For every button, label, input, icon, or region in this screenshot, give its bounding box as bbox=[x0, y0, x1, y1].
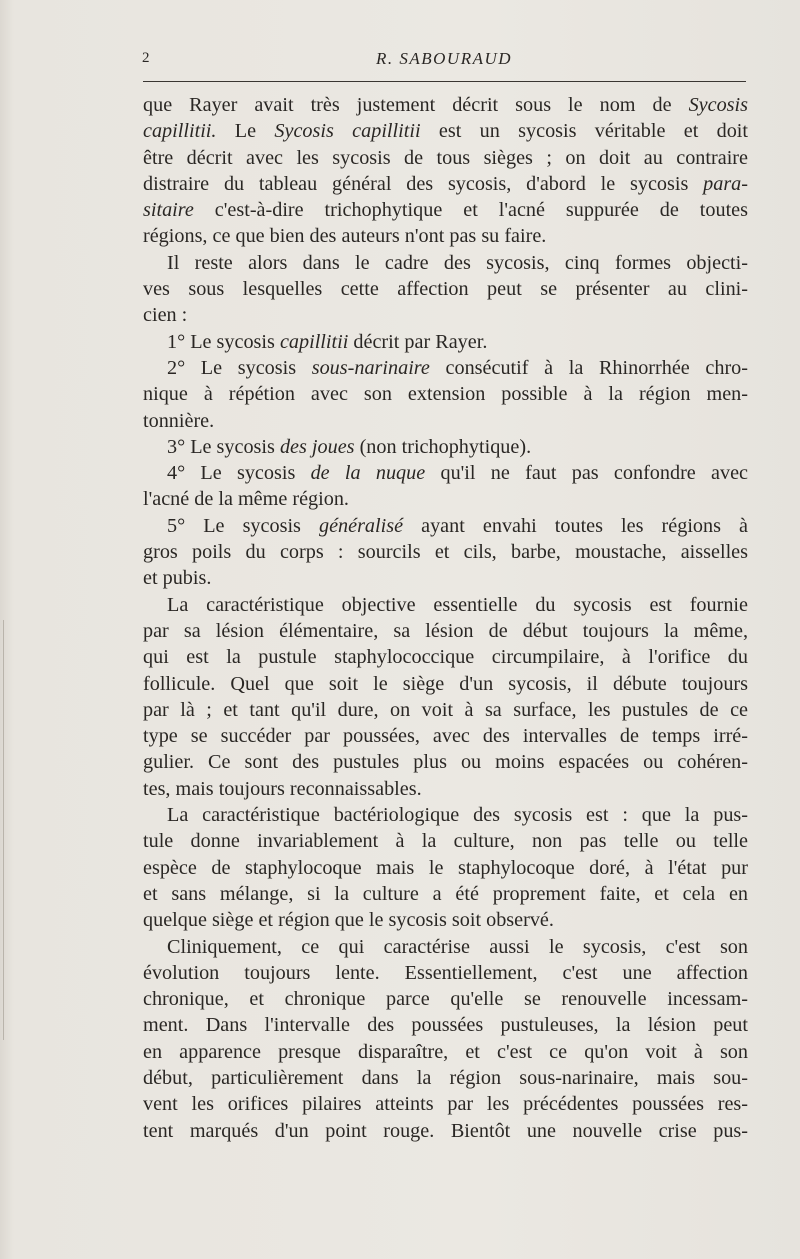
header-rule bbox=[143, 81, 746, 82]
text-line: 2° Le sycosis sous-narinaire consécutif à la Rhinorrhée chro- bbox=[167, 356, 749, 379]
text-line: gros poils du corps : sourcils et cils, barbe, moustache, aisselles bbox=[143, 541, 748, 564]
text-line: 3° Le sycosis des joues (non trichophytique). bbox=[167, 435, 532, 458]
paragraph bbox=[143, 934, 748, 1144]
text-line: follicule. Quel que soit le siège d'un sycosis, il débute toujours bbox=[143, 672, 748, 695]
text-line: et pubis. bbox=[143, 567, 212, 590]
text-line: nique à répétion avec son extension possible à la région men- bbox=[143, 383, 748, 406]
text-line: espèce de staphylocoque mais le staphylocoque doré, à l'état pur bbox=[143, 856, 748, 879]
list-item bbox=[143, 434, 748, 460]
page-number: 2 bbox=[142, 50, 151, 66]
text-line: chronique, et chronique parce qu'elle se renouvelle incessam- bbox=[143, 988, 748, 1011]
text-line: ves sous lesquelles cette affection peut se présenter au clini- bbox=[143, 278, 748, 301]
list-item bbox=[143, 355, 748, 434]
text-line: début, particulièrement dans la région sous-narinaire, mais sou- bbox=[143, 1066, 748, 1089]
text-line: régions, ce que bien des auteurs n'ont pas su faire. bbox=[143, 225, 547, 248]
paragraph bbox=[143, 592, 748, 802]
paragraph bbox=[143, 92, 748, 250]
text-line: tonnière. bbox=[143, 409, 215, 432]
page-header bbox=[142, 46, 746, 72]
text-line: être décrit avec les sycosis de tous sièges ; on doit au contraire bbox=[143, 146, 748, 169]
text-line: quelque siège et région que le sycosis soit observé. bbox=[143, 909, 554, 932]
text-line: par sa lésion élémentaire, sa lésion de début toujours la même, bbox=[143, 619, 748, 642]
list-item bbox=[143, 460, 748, 513]
text-line: et sans mélange, si la culture a été proprement faite, et cela en bbox=[143, 882, 748, 905]
list-item bbox=[143, 329, 748, 355]
text-line: tent marqués d'un point rouge. Bientôt une nouvelle crise pus- bbox=[143, 1119, 748, 1142]
page-edge-shadow bbox=[3, 620, 4, 1040]
text-line: ment. Dans l'intervalle des poussées pustuleuses, la lésion peut bbox=[143, 1014, 748, 1037]
text-line: 1° Le sycosis capillitii décrit par Rayer. bbox=[167, 330, 488, 353]
text-line: La caractéristique bactériologique des sycosis est : que la pus- bbox=[167, 804, 748, 827]
text-line: que Rayer avait très justement décrit sous le nom de Sycosis bbox=[143, 94, 748, 116]
text-line: tule donne invariablement à la culture, non pas telle ou telle bbox=[143, 830, 748, 853]
text-line: capillitii. Le Sycosis capillitii est un sycosis véritable et doit bbox=[143, 120, 749, 143]
body-text bbox=[143, 92, 748, 1144]
text-line: évolution toujours lente. Essentiellement, c'est une affection bbox=[143, 961, 748, 984]
text-line: type se succéder par poussées, avec des intervalles de temps irré- bbox=[143, 725, 748, 748]
text-line: distraire du tableau général des sycosis, d'abord le sycosis para- bbox=[143, 172, 749, 195]
text-line: vent les orifices pilaires atteints par les précédentes poussées res- bbox=[143, 1093, 748, 1116]
paragraph bbox=[143, 250, 748, 329]
paragraph bbox=[143, 802, 748, 933]
text-line: tes, mais toujours reconnaissables. bbox=[143, 777, 422, 800]
text-line: l'acné de la même région. bbox=[143, 488, 349, 511]
list-item bbox=[143, 513, 748, 592]
text-line: La caractéristique objective essentielle du sycosis est fournie bbox=[167, 593, 748, 616]
text-line: qui est la pustule staphylococcique circumpilaire, à l'orifice du bbox=[143, 646, 748, 669]
text-line: cien : bbox=[143, 304, 188, 327]
text-line: en apparence presque disparaître, et c'est ce qu'on voit à son bbox=[143, 1040, 748, 1063]
text-line: Il reste alors dans le cadre des sycosis, cinq formes objecti- bbox=[167, 251, 748, 274]
running-title: R. SABOURAUD bbox=[375, 49, 513, 68]
text-line: Cliniquement, ce qui caractérise aussi le sycosis, c'est son bbox=[167, 935, 748, 958]
text-line: 5° Le sycosis généralisé ayant envahi toutes les régions à bbox=[167, 514, 748, 537]
text-line: par là ; et tant qu'il dure, on voit à sa surface, les pustules de ce bbox=[143, 698, 748, 721]
text-line: gulier. Ce sont des pustules plus ou moins espacées ou cohéren- bbox=[143, 751, 748, 774]
text-line: sitaire c'est-à-dire trichophytique et l'acné suppurée de toutes bbox=[143, 199, 748, 222]
text-line: 4° Le sycosis de la nuque qu'il ne faut pas confondre avec bbox=[167, 462, 748, 485]
